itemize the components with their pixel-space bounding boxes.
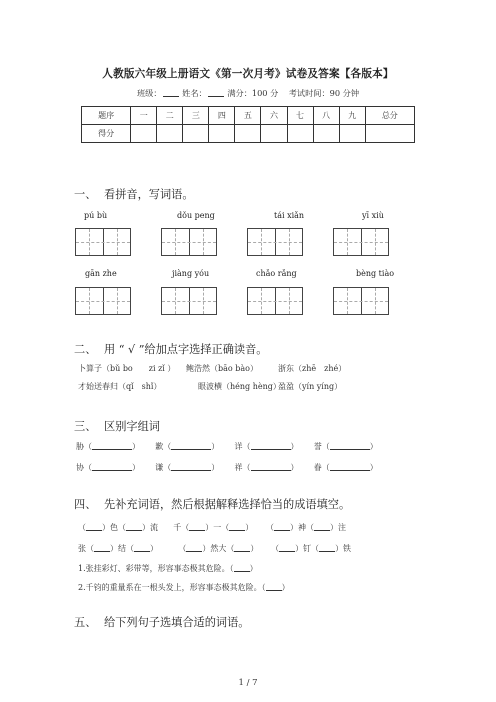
section-1-title: 看拼音，写词语。 (104, 188, 194, 201)
writing-grid-4[interactable] (333, 228, 389, 256)
pinyin-3: tái xiǎn (274, 211, 305, 220)
score-header-cell: 九 (339, 107, 365, 125)
section-4-heading (74, 496, 350, 512)
score-cell[interactable] (339, 125, 365, 143)
section-1-heading (74, 186, 194, 202)
writing-grid-2[interactable] (161, 228, 217, 256)
pronunciation-item: 才始送春归（qǐ shǐ） (78, 382, 162, 391)
section-3-heading (74, 418, 160, 434)
pronunciation-item: 卜算子（bǔ bo zi zǐ ） (78, 364, 176, 373)
section-1-number: 一、 (74, 188, 97, 201)
answer-blank[interactable] (171, 441, 211, 450)
answer-blank[interactable] (94, 543, 110, 552)
answer-blank[interactable] (92, 441, 132, 450)
section-5-number: 五、 (74, 616, 97, 629)
answer-blank[interactable] (251, 462, 291, 471)
answer-blank[interactable] (134, 543, 150, 552)
score-header-cell: 一 (131, 107, 157, 125)
answer-blank[interactable] (86, 522, 102, 531)
section-3-number: 三、 (74, 420, 97, 433)
score-cell[interactable] (131, 125, 157, 143)
pinyin-6: jiàng yóu (172, 269, 210, 278)
answer-blank[interactable] (330, 462, 370, 471)
idiom-question-1: 1.张挂彩灯、彩带等，形容事态极其危险。（ ） (78, 564, 258, 573)
section-4-title: 先补充词语，然后根据解释选择恰当的成语填空。 (104, 498, 351, 511)
writing-grid-7[interactable] (247, 287, 303, 315)
section-2-number: 二、 (74, 343, 97, 356)
score-cell[interactable] (235, 125, 261, 143)
name-blank (208, 88, 224, 97)
pinyin-4: yī xiù (362, 211, 384, 220)
word-group-row-2: 协（ ） 谦（ ） 祥（ ） 眷（ ） (76, 463, 378, 472)
answer-blank[interactable] (126, 522, 142, 531)
score-cell[interactable] (365, 125, 414, 143)
writing-grid-5[interactable] (75, 287, 131, 315)
section-2-heading (74, 341, 268, 357)
time-label: 考试时间：90 分钟 (288, 88, 360, 98)
exam-title: 人教版六年级上册语文《第一次月考》试卷及答案【各版本】 (102, 68, 394, 80)
pinyin-5: gān zhe (85, 269, 117, 278)
score-cell[interactable] (261, 125, 287, 143)
page-number: 1 / 7 (238, 678, 258, 688)
score-header-cell: 四 (209, 107, 235, 125)
writing-grid-6[interactable] (161, 287, 217, 315)
score-cell[interactable] (209, 125, 235, 143)
answer-blank[interactable] (330, 441, 370, 450)
score-label: 满分：100 分 (227, 88, 279, 98)
score-table (81, 106, 415, 143)
writing-grid-3[interactable] (247, 228, 303, 256)
pronunciation-item: 浙东（zhē zhé） (278, 364, 347, 373)
exam-info-line (0, 88, 496, 99)
score-cell[interactable] (313, 125, 339, 143)
pinyin-7: chǎo rǎng (256, 269, 297, 278)
word-group-row-1: 胁（ ） 歉（ ） 详（ ） 誉（ ） (76, 442, 378, 451)
pinyin-2: dǒu peng (177, 211, 215, 220)
pronunciation-item: 盈盈（yín yíng） (278, 382, 343, 391)
answer-blank[interactable] (274, 522, 290, 531)
score-cell[interactable] (157, 125, 183, 143)
answer-blank[interactable] (189, 522, 205, 531)
answer-blank[interactable] (251, 441, 291, 450)
score-header-cell: 八 (313, 107, 339, 125)
section-3-title: 区别字组词 (104, 420, 160, 433)
answer-blank[interactable] (266, 582, 282, 591)
answer-blank[interactable] (234, 543, 250, 552)
score-header-cell: 三 (183, 107, 209, 125)
class-label: 班级： (136, 88, 162, 98)
section-2-title: 用 “ √ ”给加点字选择正确读音。 (104, 343, 268, 356)
class-blank (163, 88, 179, 97)
section-5-heading (74, 614, 249, 630)
answer-blank[interactable] (229, 522, 245, 531)
pronunciation-item: 眼波横（héng hèng） (198, 382, 281, 391)
score-row-label: 得分 (82, 125, 131, 143)
score-cell[interactable] (183, 125, 209, 143)
score-table-score-row (82, 125, 415, 143)
pronunciation-item: 鲍浩然（bāo bào） (186, 364, 258, 373)
score-header-cell: 六 (261, 107, 287, 125)
idiom-row-2: 张（ ）结（ ） （ ）然大（ ） （ ）钉（ ）铁 (78, 544, 352, 553)
idiom-row-1: （ ）色（ ）流 千（ ）一（ ） （ ）神（ ）注 (78, 523, 346, 532)
score-header-cell: 七 (287, 107, 313, 125)
answer-blank[interactable] (314, 522, 330, 531)
score-table-header-row (82, 107, 415, 125)
score-header-cell: 二 (157, 107, 183, 125)
idiom-question-2: 2.千钧的重量系在一根头发上，形容事态极其危险。（ ） (78, 583, 290, 592)
writing-grid-8[interactable] (333, 287, 389, 315)
answer-blank[interactable] (171, 462, 211, 471)
score-cell[interactable] (287, 125, 313, 143)
section-5-title: 给下列句子选填合适的词语。 (104, 616, 250, 629)
name-label: 姓名： (182, 88, 207, 98)
answer-blank[interactable] (279, 543, 295, 552)
answer-blank[interactable] (186, 543, 202, 552)
score-header-cell: 总分 (365, 107, 414, 125)
pinyin-1: pú bù (84, 211, 108, 220)
score-header-cell: 题序 (82, 107, 131, 125)
section-4-number: 四、 (74, 498, 97, 511)
score-header-cell: 五 (235, 107, 261, 125)
answer-blank[interactable] (92, 462, 132, 471)
writing-grid-1[interactable] (75, 228, 131, 256)
answer-blank[interactable] (234, 563, 250, 572)
answer-blank[interactable] (319, 543, 335, 552)
pinyin-8: bèng tiào (356, 269, 395, 278)
